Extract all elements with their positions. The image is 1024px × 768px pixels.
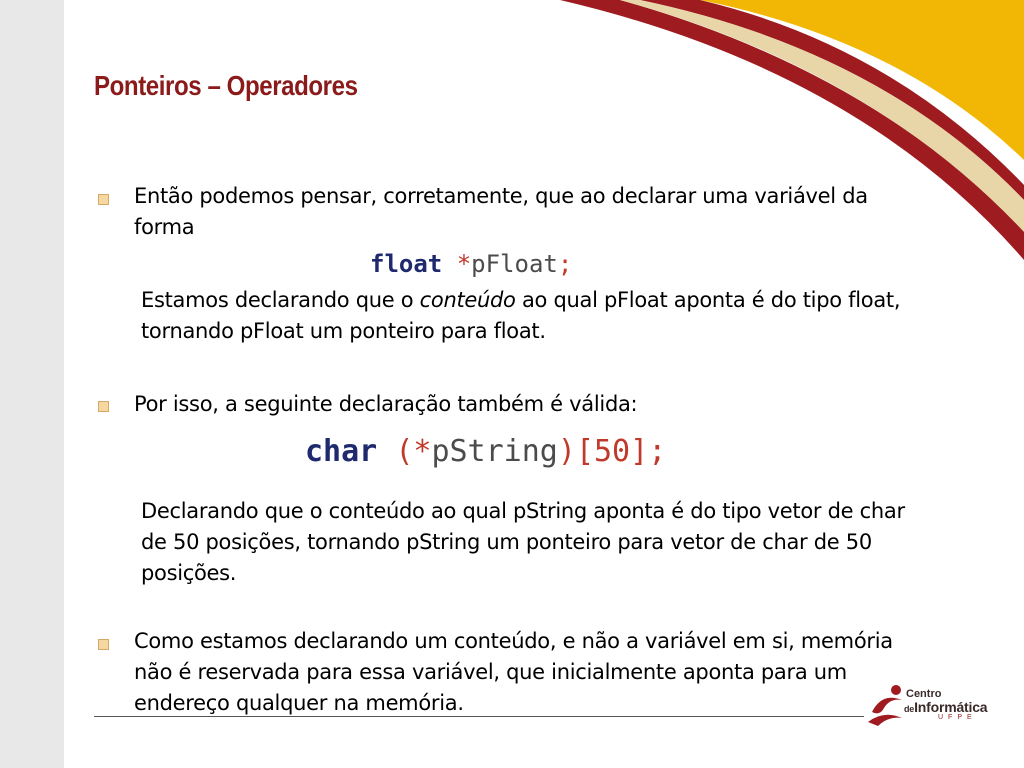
bullet-2-text: Por isso, a seguinte declaração também é válida: bbox=[134, 392, 638, 416]
code-array-size: [50] bbox=[575, 434, 649, 469]
slide-title: Ponteiros – Operadores bbox=[94, 70, 358, 101]
code-semicolon: ; bbox=[648, 434, 667, 469]
bullet-marker bbox=[98, 194, 109, 205]
code-star: * bbox=[456, 250, 472, 278]
code-paren-close: ) bbox=[557, 434, 576, 469]
code-star: * bbox=[413, 434, 432, 469]
footer-rule bbox=[94, 716, 864, 717]
bullet-marker bbox=[98, 639, 109, 650]
bullet-3-text: Como estamos declarando um conteúdo, e não a variável em si, memória não é reservada para essa variável, que inicialmente aponta para um endereço qualquer na memória. bbox=[134, 629, 893, 715]
code-keyword: float bbox=[370, 250, 443, 278]
code-float-declaration bbox=[370, 250, 572, 278]
bullet-1-text: Então podemos pensar, corretamente, que ao declarar uma variável da forma bbox=[134, 184, 868, 239]
logo-text-centro: Centro bbox=[906, 688, 942, 700]
bullet-2-note: Declarando que o conteúdo ao qual pString aponta é do tipo vetor de char de 50 posições, tornando pString um ponteiro para vetor de char de 50 posições. bbox=[141, 499, 905, 585]
code-identifier: pFloat bbox=[471, 250, 558, 278]
code-char-declaration bbox=[305, 434, 666, 469]
bullet-marker bbox=[98, 401, 109, 412]
logo-text-ufpe: UFPE bbox=[938, 714, 977, 721]
code-paren-open: ( bbox=[395, 434, 414, 469]
logo-text-informatica: deInformática bbox=[904, 699, 988, 715]
code-keyword: char bbox=[305, 434, 378, 469]
code-semicolon: ; bbox=[557, 250, 573, 278]
bullet-1-note: Estamos declarando que o conteúdo ao qual pFloat aponta é do tipo float, tornando pFloat um ponteiro para float. bbox=[141, 288, 901, 343]
code-identifier: pString bbox=[431, 434, 558, 469]
